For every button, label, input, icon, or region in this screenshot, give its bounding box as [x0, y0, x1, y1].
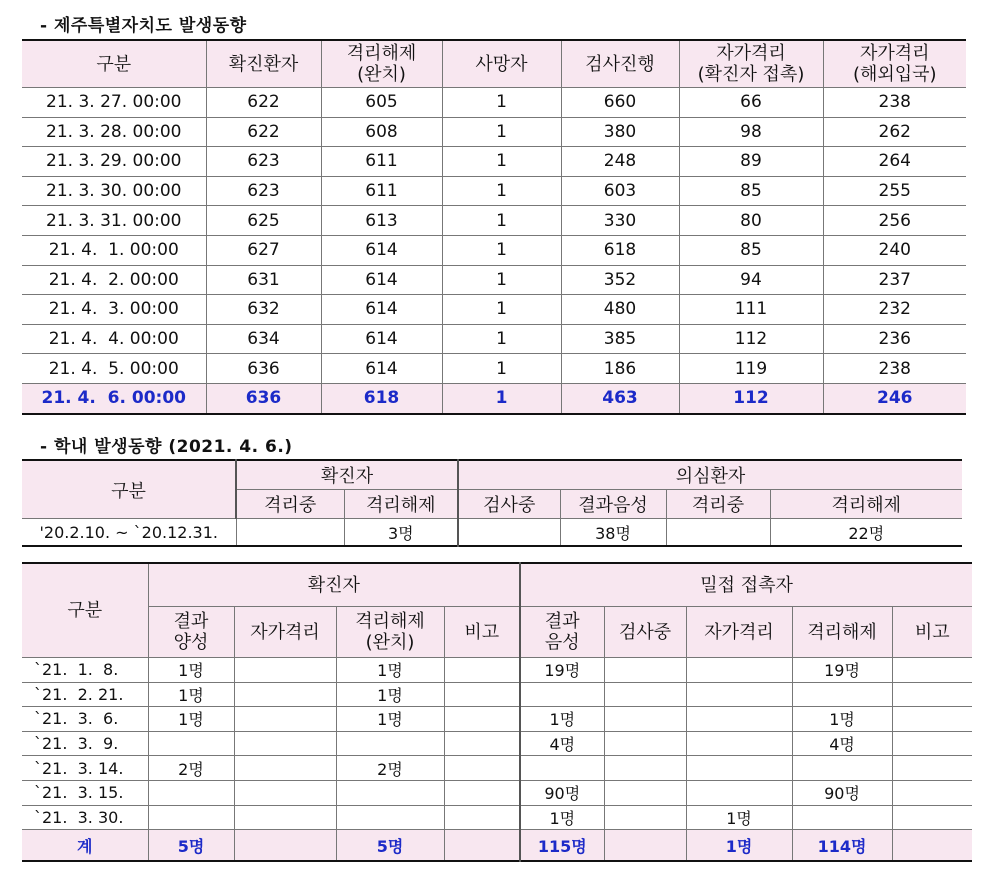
value-cell: 1명	[336, 658, 444, 683]
section1-title: - 제주특별자치도 발생동향	[40, 16, 247, 36]
value-cell: 627	[206, 235, 321, 265]
table-row	[22, 265, 966, 295]
value-cell	[444, 756, 520, 781]
cell	[458, 519, 560, 547]
date-cell: `21. 3. 6.	[22, 707, 148, 732]
value-cell: 4명	[792, 731, 892, 756]
date-cell: 21. 3. 30. 00:00	[22, 176, 206, 206]
col-header: 검사진행	[561, 40, 679, 88]
value-cell: 262	[823, 117, 966, 147]
value-cell: 85	[679, 176, 823, 206]
value-cell	[234, 830, 336, 862]
date-cell: 21. 4. 1. 00:00	[22, 235, 206, 265]
value-cell: 1명	[148, 707, 234, 732]
table-row	[22, 235, 966, 265]
value-cell: 19명	[520, 658, 604, 683]
value-cell: 636	[206, 383, 321, 413]
col-header: 확진환자	[206, 40, 321, 88]
value-cell: 1명	[520, 707, 604, 732]
total-row	[22, 830, 972, 862]
value-cell	[520, 682, 604, 707]
sub-header: 비고	[892, 607, 972, 658]
table-row	[22, 176, 966, 206]
campus-detail-table	[22, 562, 972, 862]
col-header: 자가격리 (확진자 접촉)	[679, 40, 823, 88]
value-cell: 622	[206, 88, 321, 118]
table-row	[22, 731, 972, 756]
value-cell: 237	[823, 265, 966, 295]
value-cell: 608	[321, 117, 442, 147]
value-cell: 90명	[792, 780, 892, 805]
value-cell	[686, 780, 792, 805]
group-header-confirmed: 확진자	[236, 460, 458, 490]
value-cell	[892, 805, 972, 830]
value-cell	[234, 707, 336, 732]
value-cell: 66	[679, 88, 823, 118]
jeju-status-table	[22, 39, 966, 415]
date-cell: 21. 4. 6. 00:00	[22, 383, 206, 413]
value-cell	[234, 805, 336, 830]
value-cell: 1	[442, 324, 561, 354]
col-header: 격리해제 (완치)	[321, 40, 442, 88]
sub-header: 격리중	[236, 490, 344, 519]
table-row	[22, 756, 972, 781]
group-header-suspected: 의심환자	[458, 460, 962, 490]
value-cell: 611	[321, 176, 442, 206]
value-cell	[444, 805, 520, 830]
sub-header: 격리해제	[770, 490, 962, 519]
value-cell	[148, 731, 234, 756]
value-cell	[234, 731, 336, 756]
value-cell	[444, 658, 520, 683]
value-cell: 622	[206, 117, 321, 147]
sub-header: 자가격리	[686, 607, 792, 658]
value-cell	[792, 682, 892, 707]
value-cell	[336, 780, 444, 805]
value-cell: 1	[442, 383, 561, 413]
value-cell	[792, 805, 892, 830]
value-cell	[686, 682, 792, 707]
table-header-row	[22, 40, 966, 88]
value-cell: 264	[823, 147, 966, 177]
table-row	[22, 682, 972, 707]
value-cell: 114명	[792, 830, 892, 862]
value-cell: 613	[321, 206, 442, 236]
date-cell: `21. 3. 14.	[22, 756, 148, 781]
value-cell	[892, 731, 972, 756]
table-header-row	[22, 460, 962, 490]
value-cell	[892, 682, 972, 707]
table-row	[22, 147, 966, 177]
value-cell	[604, 780, 686, 805]
value-cell: 625	[206, 206, 321, 236]
col-header: 구분	[22, 40, 206, 88]
value-cell	[892, 780, 972, 805]
value-cell: 19명	[792, 658, 892, 683]
value-cell: 5명	[336, 830, 444, 862]
value-cell	[892, 658, 972, 683]
cell: 38명	[560, 519, 666, 547]
value-cell	[148, 805, 234, 830]
table-row	[22, 707, 972, 732]
value-cell	[234, 658, 336, 683]
value-cell: 1	[442, 354, 561, 384]
table-row	[22, 383, 966, 413]
value-cell: 1명	[792, 707, 892, 732]
campus-status-table	[22, 459, 962, 547]
sub-header: 검사중	[458, 490, 560, 519]
value-cell: 330	[561, 206, 679, 236]
value-cell	[892, 756, 972, 781]
table-row	[22, 295, 966, 325]
value-cell	[444, 830, 520, 862]
value-cell: 1명	[336, 707, 444, 732]
value-cell: 94	[679, 265, 823, 295]
date-cell: 21. 3. 27. 00:00	[22, 88, 206, 118]
value-cell	[686, 707, 792, 732]
group-header-confirmed: 확진자	[148, 563, 520, 607]
value-cell	[892, 830, 972, 862]
value-cell: 112	[679, 383, 823, 413]
value-cell: 614	[321, 354, 442, 384]
value-cell: 255	[823, 176, 966, 206]
value-cell: 618	[561, 235, 679, 265]
category-header: 구분	[22, 460, 236, 519]
date-cell: 21. 4. 4. 00:00	[22, 324, 206, 354]
value-cell: 631	[206, 265, 321, 295]
value-cell: 238	[823, 88, 966, 118]
value-cell	[336, 731, 444, 756]
table-row	[22, 658, 972, 683]
value-cell: 256	[823, 206, 966, 236]
value-cell: 2명	[148, 756, 234, 781]
sub-header: 결과 음성	[520, 607, 604, 658]
value-cell	[792, 756, 892, 781]
sub-header: 격리해제	[344, 490, 458, 519]
value-cell: 112	[679, 324, 823, 354]
value-cell	[520, 756, 604, 781]
cell	[236, 519, 344, 547]
sub-header: 결과 양성	[148, 607, 234, 658]
value-cell	[604, 682, 686, 707]
date-cell: 21. 4. 2. 00:00	[22, 265, 206, 295]
table-row	[22, 519, 962, 547]
value-cell: 2명	[336, 756, 444, 781]
value-cell	[604, 830, 686, 862]
value-cell: 246	[823, 383, 966, 413]
date-cell: `21. 3. 9.	[22, 731, 148, 756]
value-cell: 248	[561, 147, 679, 177]
table-row	[22, 805, 972, 830]
value-cell: 660	[561, 88, 679, 118]
table-header-row	[22, 563, 972, 607]
value-cell: 1	[442, 206, 561, 236]
value-cell: 614	[321, 265, 442, 295]
sub-header: 검사중	[604, 607, 686, 658]
value-cell	[604, 805, 686, 830]
date-cell: 21. 4. 5. 00:00	[22, 354, 206, 384]
value-cell	[686, 658, 792, 683]
value-cell: 90명	[520, 780, 604, 805]
value-cell	[604, 731, 686, 756]
sub-header: 자가격리	[234, 607, 336, 658]
table-row	[22, 354, 966, 384]
value-cell: 1	[442, 235, 561, 265]
cell	[666, 519, 770, 547]
sub-header: 결과음성	[560, 490, 666, 519]
value-cell: 618	[321, 383, 442, 413]
value-cell: 236	[823, 324, 966, 354]
value-cell: 1명	[148, 658, 234, 683]
sub-header: 격리중	[666, 490, 770, 519]
date-cell: `21. 3. 15.	[22, 780, 148, 805]
value-cell: 634	[206, 324, 321, 354]
value-cell	[686, 731, 792, 756]
value-cell: 232	[823, 295, 966, 325]
value-cell: 240	[823, 235, 966, 265]
value-cell: 4명	[520, 731, 604, 756]
table-row	[22, 117, 966, 147]
date-cell: `21. 2. 21.	[22, 682, 148, 707]
cell: '20.2.10. ~ `20.12.31.	[22, 519, 236, 547]
value-cell: 352	[561, 265, 679, 295]
value-cell: 623	[206, 176, 321, 206]
table-row	[22, 206, 966, 236]
value-cell	[686, 756, 792, 781]
value-cell: 89	[679, 147, 823, 177]
date-cell: 21. 3. 31. 00:00	[22, 206, 206, 236]
value-cell	[336, 805, 444, 830]
table-subheader-row	[22, 607, 972, 658]
value-cell	[444, 780, 520, 805]
date-cell: `21. 1. 8.	[22, 658, 148, 683]
value-cell: 1	[442, 147, 561, 177]
value-cell: 611	[321, 147, 442, 177]
value-cell: 186	[561, 354, 679, 384]
value-cell	[148, 780, 234, 805]
value-cell: 85	[679, 235, 823, 265]
value-cell: 605	[321, 88, 442, 118]
value-cell: 1명	[686, 805, 792, 830]
value-cell: 463	[561, 383, 679, 413]
value-cell: 80	[679, 206, 823, 236]
value-cell: 5명	[148, 830, 234, 862]
value-cell: 238	[823, 354, 966, 384]
date-cell: `21. 3. 30.	[22, 805, 148, 830]
value-cell: 1	[442, 88, 561, 118]
value-cell: 115명	[520, 830, 604, 862]
value-cell	[604, 756, 686, 781]
sub-header: 비고	[444, 607, 520, 658]
value-cell: 1	[442, 295, 561, 325]
section2-title: - 학내 발생동향 (2021. 4. 6.)	[40, 437, 293, 457]
value-cell	[604, 707, 686, 732]
value-cell	[234, 756, 336, 781]
value-cell	[892, 707, 972, 732]
value-cell: 1명	[148, 682, 234, 707]
date-cell: 21. 3. 28. 00:00	[22, 117, 206, 147]
date-cell: 계	[22, 830, 148, 862]
value-cell: 632	[206, 295, 321, 325]
value-cell	[604, 658, 686, 683]
value-cell	[444, 707, 520, 732]
value-cell	[234, 780, 336, 805]
value-cell: 636	[206, 354, 321, 384]
sub-header: 격리해제	[792, 607, 892, 658]
value-cell: 623	[206, 147, 321, 177]
value-cell	[444, 731, 520, 756]
cell: 3명	[344, 519, 458, 547]
sub-header: 격리해제 (완치)	[336, 607, 444, 658]
value-cell: 614	[321, 235, 442, 265]
value-cell: 111	[679, 295, 823, 325]
value-cell: 98	[679, 117, 823, 147]
table-row	[22, 780, 972, 805]
category-header: 구분	[22, 563, 148, 658]
date-cell: 21. 3. 29. 00:00	[22, 147, 206, 177]
value-cell: 1명	[336, 682, 444, 707]
value-cell: 119	[679, 354, 823, 384]
date-cell: 21. 4. 3. 00:00	[22, 295, 206, 325]
cell: 22명	[770, 519, 962, 547]
value-cell: 603	[561, 176, 679, 206]
value-cell	[234, 682, 336, 707]
value-cell: 1	[442, 117, 561, 147]
value-cell: 614	[321, 295, 442, 325]
value-cell	[444, 682, 520, 707]
value-cell: 1명	[686, 830, 792, 862]
table-row	[22, 324, 966, 354]
value-cell: 480	[561, 295, 679, 325]
group-header-contacts: 밀접 접촉자	[520, 563, 972, 607]
table-row	[22, 88, 966, 118]
col-header: 사망자	[442, 40, 561, 88]
value-cell: 614	[321, 324, 442, 354]
col-header: 자가격리 (해외입국)	[823, 40, 966, 88]
value-cell: 385	[561, 324, 679, 354]
value-cell: 380	[561, 117, 679, 147]
value-cell: 1	[442, 265, 561, 295]
value-cell: 1명	[520, 805, 604, 830]
value-cell: 1	[442, 176, 561, 206]
